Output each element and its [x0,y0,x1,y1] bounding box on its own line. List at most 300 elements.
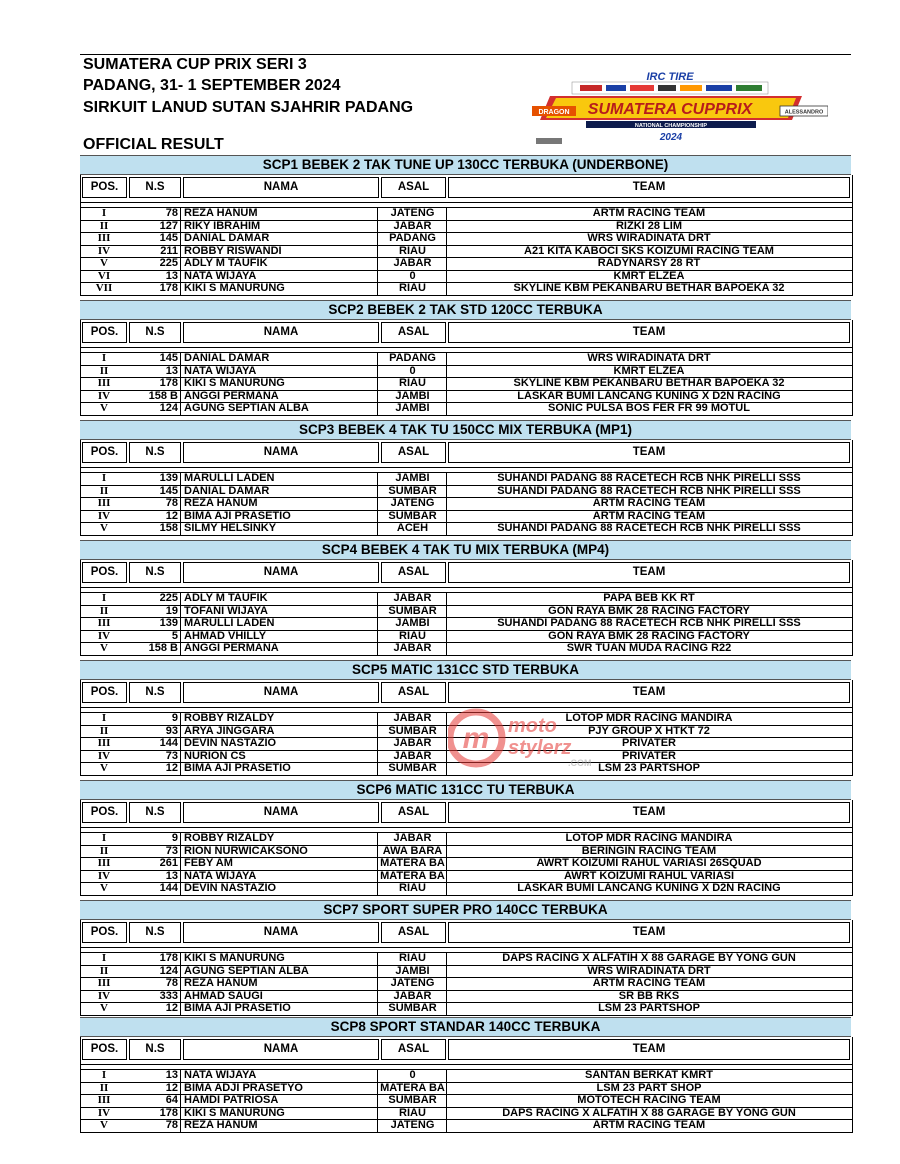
cell-pos: I [101,353,107,364]
result-row [81,857,852,870]
cell-asal: MATERA BA [379,1083,447,1095]
cell-ns: 13 [128,271,181,283]
cell-pos: IV [97,510,111,522]
cell-team: SUHANDI PADANG 88 RACETECH RCB NHK PIRELLI SSS [497,473,801,484]
cell-ns: 225 [128,258,181,270]
result-row [81,1094,852,1107]
cell-pos: V [100,258,108,269]
category-title: SCP2 BEBEK 2 TAK STD 120CC TERBUKA [80,300,851,320]
column-header-ns: N.S [129,177,181,198]
cell-ns: 144 [128,883,181,895]
cell-nama: NURION CS [182,751,378,763]
cell-team: LSM 23 PART SHOP [596,1082,702,1094]
svg-text:m: m [462,722,490,755]
cell-team: LASKAR BUMI LANCANG KUNING X D2N RACING [517,390,781,402]
result-row [81,592,852,605]
cell-pos: III [97,233,111,244]
cell-team: SUHANDI PADANG 88 RACETECH RCB NHK PIRELLI SSS [497,618,801,629]
cell-asal: JABAR [379,738,447,750]
cell-pos: II [99,485,109,497]
column-header-team: TEAM [448,442,850,463]
result-row [81,1069,852,1082]
cell-pos: III [97,498,111,509]
result-row [81,485,852,498]
result-row [81,1002,852,1015]
cell-nama: MARULLI LADEN [182,473,378,485]
column-header-pos: POS. [82,562,127,583]
cell-nama: ANGGI PERMANA [182,643,378,655]
cell-team: PJY GROUP X HTKT 72 [588,725,710,737]
cell-pos: IV [97,750,111,762]
cell-asal: 0 [379,1070,447,1082]
result-row [81,352,852,365]
cell-ns: 158 [128,523,181,535]
column-header-ns: N.S [129,322,181,343]
cell-asal: SUMBAR [379,486,447,498]
svg-text:moto: moto [508,715,557,737]
result-row [81,605,852,618]
cell-asal: JABAR [379,991,447,1003]
result-row [81,1119,852,1132]
result-row [81,870,852,883]
cell-nama: DANIAL DAMAR [182,353,378,365]
cell-ns: 333 [128,991,181,1003]
cell-nama: HAMDI PATRIOSA [182,1095,378,1107]
column-header-nama: NAMA [183,802,379,823]
cell-team: KMRT ELZEA [613,270,685,282]
category-section [80,780,851,896]
cell-nama: AHMAD SAUGI [182,991,378,1003]
cell-nama: RIKY IBRAHIM [182,221,378,233]
column-header-pos: POS. [82,177,127,198]
cell-ns: 178 [128,953,181,965]
column-header-row [81,560,852,587]
cell-nama: ADLY M TAUFIK [182,593,378,605]
results-table [80,440,853,536]
svg-text:.COM: .COM [568,758,592,768]
column-header-asal: ASAL [381,922,446,943]
cell-team: AWRT KOIZUMI RAHUL VARIASI [563,870,735,882]
cell-ns: 78 [128,498,181,510]
cell-pos: IV [97,990,111,1002]
cell-team: LSM 23 PARTSHOP [598,763,700,774]
column-header-row [81,1037,852,1064]
svg-text:ALESSANDRO: ALESSANDRO [784,109,824,116]
cell-ns: 78 [128,978,181,990]
result-row [81,762,852,775]
result-row [81,377,852,390]
column-header-nama: NAMA [183,682,379,703]
cell-asal: RIAU [379,1108,447,1120]
column-header-row [81,440,852,467]
category-section [80,300,851,416]
result-row [81,845,852,858]
cell-team: RADYNARSY 28 RT [597,258,701,269]
cell-asal: JAMBI [379,473,447,485]
column-header-ns: N.S [129,562,181,583]
cell-asal: RIAU [379,246,447,258]
cell-team: LSM 23 PARTSHOP [598,1003,700,1014]
cell-asal: RIAU [379,953,447,965]
cell-team: DAPS RACING X ALFATIH X 88 GARAGE BY YONG GUN [502,1107,796,1119]
cell-ns: 145 [128,353,181,365]
cell-ns: 158 B [128,391,181,403]
cell-nama: AGUNG SEPTIAN ALBA [182,966,378,978]
cell-ns: 225 [128,593,181,605]
cell-nama: SILMY HELSINKY [182,523,378,535]
cell-team: RIZKI 28 LIM [615,220,682,232]
cell-nama: NATA WIJAYA [182,271,378,283]
column-header-team: TEAM [448,922,850,943]
cell-asal: JATENG [379,978,447,990]
column-header-row [81,680,852,707]
cell-nama: ROBBY RISWANDI [182,246,378,258]
cell-nama: REZA HANUM [182,208,378,220]
cell-pos: III [97,1095,111,1106]
cell-asal: RIAU [379,883,447,895]
cell-team: SUHANDI PADANG 88 RACETECH RCB NHK PIRELLI SSS [497,485,801,497]
cell-pos: II [99,1082,109,1094]
cell-ns: 12 [128,1083,181,1095]
cell-asal: JAMBI [379,391,447,403]
cell-asal: RIAU [379,283,447,295]
cell-pos: III [97,738,111,749]
cell-nama: DEVIN NASTAZIO [182,738,378,750]
column-header-row [81,175,852,202]
column-header-nama: NAMA [183,442,379,463]
cell-ns: 9 [128,713,181,725]
cell-asal: SUMBAR [379,726,447,738]
cell-team: ARTM RACING TEAM [592,208,706,219]
cell-ns: 124 [128,403,181,415]
cell-nama: KIKI S MANURUNG [182,953,378,965]
cell-nama: ANGGI PERMANA [182,391,378,403]
cell-team: ARTM RACING TEAM [592,510,706,522]
column-header-asal: ASAL [381,562,446,583]
column-header-pos: POS. [82,922,127,943]
cell-pos: III [97,618,111,629]
cell-asal: JABAR [379,221,447,233]
column-header-nama: NAMA [183,322,379,343]
cell-team: GON RAYA BMK 28 RACING FACTORY [548,630,750,642]
event-date: PADANG, 31- 1 SEPTEMBER 2024 [83,77,341,94]
cell-team: PRIVATER [622,738,676,749]
column-header-team: TEAM [448,802,850,823]
cell-nama: KIKI S MANURUNG [182,1108,378,1120]
cell-nama: KIKI S MANURUNG [182,283,378,295]
column-header-nama: NAMA [183,922,379,943]
cell-asal: PADANG [379,353,447,365]
column-header-asal: ASAL [381,682,446,703]
cell-pos: V [100,763,108,774]
result-row [81,1082,852,1095]
cell-asal: SUMBAR [379,511,447,523]
cell-asal: 0 [379,271,447,283]
cell-nama: DANIAL DAMAR [182,233,378,245]
column-header-ns: N.S [129,922,181,943]
cell-ns: 145 [128,233,181,245]
cell-pos: IV [97,245,111,257]
result-row [81,257,852,270]
cell-nama: RION NURWICAKSONO [182,846,378,858]
cell-team: SONIC PULSA BOS FER FR 99 MOTUL [548,403,750,414]
column-header-pos: POS. [82,802,127,823]
cell-team: DAPS RACING X ALFATIH X 88 GARAGE BY YONG GUN [502,953,796,964]
cell-asal: JABAR [379,258,447,270]
cell-pos: II [99,725,109,737]
cell-pos: III [97,378,111,389]
column-header-asal: ASAL [381,1039,446,1060]
cell-pos: I [101,208,107,219]
column-header-asal: ASAL [381,442,446,463]
column-header-ns: N.S [129,682,181,703]
category-title: SCP5 MATIC 131CC STD TERBUKA [80,660,851,680]
cell-pos: IV [97,870,111,882]
cell-pos: IV [97,390,111,402]
cell-team: ARTM RACING TEAM [592,978,706,989]
result-row [81,882,852,895]
result-row [81,220,852,233]
cell-pos: III [97,858,111,869]
result-row [81,207,852,220]
cell-team: ARTM RACING TEAM [592,498,706,509]
cell-nama: KIKI S MANURUNG [182,378,378,390]
cell-pos: II [99,845,109,857]
cell-pos: II [99,365,109,377]
category-section [80,420,851,536]
cell-asal: JATENG [379,498,447,510]
column-header-team: TEAM [448,177,850,198]
result-row [81,522,852,535]
cell-nama: DEVIN NASTAZIO [182,883,378,895]
result-row [81,282,852,295]
cell-team: LASKAR BUMI LANCANG KUNING X D2N RACING [517,883,781,894]
cell-asal: JAMBI [379,403,447,415]
cell-team: SKYLINE KBM PEKANBARU BETHAR BAPOEKA 32 [513,283,785,294]
cell-asal: JABAR [379,593,447,605]
cell-nama: NATA WIJAYA [182,366,378,378]
result-row [81,497,852,510]
results-sheet [80,54,851,1131]
cell-nama: BIMA AJI PRASETIO [182,511,378,523]
cell-nama: FEBY AM [182,858,378,870]
cell-ns: 12 [128,1003,181,1015]
cell-asal: MATERA BA [379,871,447,883]
column-header-ns: N.S [129,1039,181,1060]
result-row [81,737,852,750]
cell-pos: V [100,1120,108,1131]
cell-asal: SUMBAR [379,763,447,775]
result-row [81,390,852,403]
column-header-team: TEAM [448,1039,850,1060]
cell-ns: 144 [128,738,181,750]
column-header-team: TEAM [448,682,850,703]
cell-asal: SUMBAR [379,1095,447,1107]
cell-pos: V [100,403,108,414]
cell-asal: JAMBI [379,966,447,978]
cell-team: WRS WIRADINATA DRT [587,965,711,977]
cell-nama: BIMA AJI PRASETIO [182,1003,378,1015]
result-row [81,510,852,523]
cell-ns: 9 [128,833,181,845]
cell-pos: II [99,965,109,977]
cell-ns: 124 [128,966,181,978]
cell-asal: JATENG [379,208,447,220]
cell-ns: 127 [128,221,181,233]
results-table [80,320,853,416]
cell-asal: ACEH [379,523,447,535]
cell-ns: 145 [128,486,181,498]
cell-team: WRS WIRADINATA DRT [587,233,711,244]
event-venue: SIRKUIT LANUD SUTAN SJAHRIR PADANG [83,99,414,116]
cell-asal: SUMBAR [379,1003,447,1015]
cell-pos: I [101,1070,107,1081]
cell-ns: 139 [128,618,181,630]
category-section [80,540,851,656]
cell-nama: DANIAL DAMAR [182,486,378,498]
column-header-asal: ASAL [381,802,446,823]
cell-asal: RIAU [379,378,447,390]
svg-text:DRAGON: DRAGON [538,109,570,116]
result-row [81,750,852,763]
cell-nama: ARYA JINGGARA [182,726,378,738]
result-row [81,952,852,965]
cell-ns: 13 [128,871,181,883]
cell-pos: IV [97,1107,111,1119]
cell-ns: 73 [128,846,181,858]
cell-ns: 19 [128,606,181,618]
cell-team: MOTOTECH RACING TEAM [577,1095,721,1106]
cell-asal: AWA BARA [379,846,447,858]
result-row [81,630,852,643]
cell-nama: BIMA ADJI PRASETYO [182,1083,378,1095]
cell-pos: VI [97,270,111,282]
cell-asal: MATERA BA [379,858,447,870]
cell-asal: PADANG [379,233,447,245]
cell-ns: 12 [128,763,181,775]
cell-ns: 12 [128,511,181,523]
cell-ns: 178 [128,283,181,295]
cell-nama: REZA HANUM [182,1120,378,1132]
category-title: SCP8 SPORT STANDAR 140CC TERBUKA [80,1017,851,1037]
cell-team: PAPA BEB KK RT [603,593,695,604]
category-title: SCP4 BEBEK 4 TAK TU MIX TERBUKA (MP4) [80,540,851,560]
cell-nama: TOFANI WIJAYA [182,606,378,618]
official-result-label: OFFICIAL RESULT [83,136,224,153]
category-title: SCP6 MATIC 131CC TU TERBUKA [80,780,851,800]
cell-team: KMRT ELZEA [613,365,685,377]
cell-team: LOTOP MDR RACING MANDIRA [565,713,733,724]
column-header-nama: NAMA [183,562,379,583]
column-header-pos: POS. [82,322,127,343]
result-row [81,965,852,978]
column-header-pos: POS. [82,1039,127,1060]
column-header-row [81,920,852,947]
cell-nama: NATA WIJAYA [182,1070,378,1082]
category-title: SCP7 SPORT SUPER PRO 140CC TERBUKA [80,900,851,920]
cell-team: GON RAYA BMK 28 RACING FACTORY [548,605,750,617]
cell-pos: II [99,220,109,232]
results-table [80,920,853,1016]
cell-pos: V [100,523,108,534]
results-table [80,1037,853,1133]
svg-text:NATIONAL CHAMPIONSHIP: NATIONAL CHAMPIONSHIP [634,123,708,129]
cell-nama: MARULLI LADEN [182,618,378,630]
cell-asal: JABAR [379,713,447,725]
cell-pos: II [99,605,109,617]
cell-asal: JABAR [379,643,447,655]
sumatera-cupprix-logo [532,68,828,148]
cell-team: LOTOP MDR RACING MANDIRA [565,833,733,844]
category-section [80,660,851,776]
cell-ns: 211 [128,246,181,258]
top-rule [80,54,851,55]
cell-asal: RIAU [379,631,447,643]
cell-ns: 64 [128,1095,181,1107]
column-header-nama: NAMA [183,177,379,198]
cell-pos: I [101,833,107,844]
cell-ns: 13 [128,1070,181,1082]
cell-nama: ROBBY RIZALDY [182,713,378,725]
column-header-ns: N.S [129,802,181,823]
cell-asal: JATENG [379,1120,447,1132]
cell-nama: REZA HANUM [182,498,378,510]
result-row [81,365,852,378]
cell-pos: V [100,1003,108,1014]
result-row [81,990,852,1003]
result-row [81,642,852,655]
cell-team: ARTM RACING TEAM [592,1120,706,1131]
cell-nama: NATA WIJAYA [182,871,378,883]
column-header-pos: POS. [82,682,127,703]
results-table [80,175,853,296]
event-title: SUMATERA CUP PRIX SERI 3 [83,56,307,73]
cell-nama: ROBBY RIZALDY [182,833,378,845]
result-row [81,245,852,258]
cell-asal: SUMBAR [379,606,447,618]
svg-text:IRC TIRE: IRC TIRE [646,71,694,83]
cell-nama: REZA HANUM [182,978,378,990]
cell-ns: 158 B [128,643,181,655]
svg-text:stylerz: stylerz [508,737,572,759]
cell-pos: V [100,643,108,654]
column-header-asal: ASAL [381,322,446,343]
cell-ns: 78 [128,1120,181,1132]
cell-team: SUHANDI PADANG 88 RACETECH RCB NHK PIRELLI SSS [497,523,801,534]
category-section [80,155,851,296]
column-header-team: TEAM [448,322,850,343]
cell-asal: 0 [379,366,447,378]
cell-team: WRS WIRADINATA DRT [587,353,711,364]
column-header-nama: NAMA [183,1039,379,1060]
cell-asal: JABAR [379,833,447,845]
result-row [81,472,852,485]
svg-text:2024: 2024 [659,132,683,143]
result-row [81,712,852,725]
cell-nama: AGUNG SEPTIAN ALBA [182,403,378,415]
column-header-team: TEAM [448,562,850,583]
category-section [80,1017,851,1133]
result-row [81,232,852,245]
column-header-row [81,800,852,827]
cell-team: SR BB RKS [618,990,680,1002]
cell-team: SKYLINE KBM PEKANBARU BETHAR BAPOEKA 32 [513,378,785,389]
cell-pos: I [101,593,107,604]
cell-ns: 78 [128,208,181,220]
cell-team: A21 KITA KABOCI SKS KOIZUMI RACING TEAM [524,245,774,257]
result-row [81,617,852,630]
cell-ns: 178 [128,1108,181,1120]
